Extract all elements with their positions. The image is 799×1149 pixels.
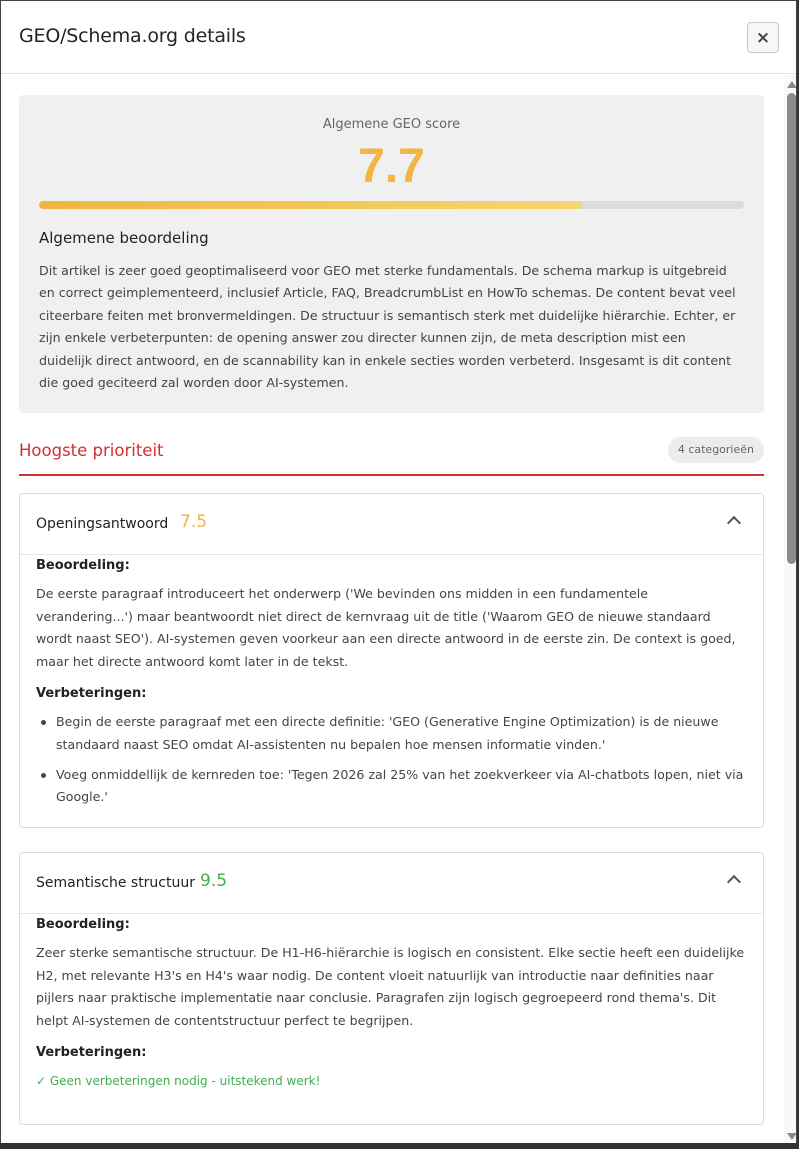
improvements-label: Verbeteringen: <box>36 1045 147 1061</box>
category-body <box>20 916 763 1088</box>
window-bottom-edge <box>0 1143 799 1149</box>
assessment-text: De eerste paragraaf introduceert het onderwerp ('We bevinden ons midden in een fundamentele verandering...') maar beantwoordt niet direct de kernvraag uit de title ('Waarom GEO de nieuwe standaard wordt naast SEO'). AI-systemen geven voorkeur aan een directe antwoord in de eerste zin. De context is goed, maar het directe antwoord komt later in de tekst. <box>36 586 736 669</box>
overall-assessment-title: Algemene beoordeling <box>39 229 209 247</box>
category-card-openingsantwoord <box>19 493 764 828</box>
category-header[interactable] <box>20 853 763 914</box>
overall-assessment-text: Dit artikel is zeer goed geoptimaliseerd voor GEO met sterke fundamentals. De schema markup is uitgebreid en correct geimplementeerd, inclusief Article, FAQ, BreadcrumbList en HowTo schemas. De content bevat veel citeerbare feiten met bronvermeldingen. De structuur is semantisch sterk met duidelijke hiërarchie. Echter, er zijn enkele verbeterpunten: de opening answer zou directer kunnen zijn, de meta description mist een duidelijk direct antwoord, en de scannability kan in enkele secties worden verbeterd. Insgesamt is dit content die goed geciteerd zal worden door AI-systemen. <box>39 263 736 391</box>
category-count-badge: 4 categorieën <box>668 437 764 463</box>
modal-title: GEO/Schema.org details <box>19 25 246 47</box>
close-button[interactable] <box>747 22 779 53</box>
priority-section-header <box>19 435 764 476</box>
category-name: Openingsantwoord <box>36 516 169 532</box>
no-improvements-message: ✓ Geen verbeteringen nodig - uitstekend werk! <box>36 1074 321 1089</box>
close-icon: × <box>755 27 771 48</box>
improvements-label: Verbeteringen: <box>36 686 147 702</box>
category-score: 7.5 <box>180 512 208 532</box>
assessment-label: Beoordeling: <box>36 917 130 932</box>
improvement-item: Begin de eerste paragraaf met een directe definitie: 'GEO (Generative Engine Optimization) is de nieuwe standaard naast SEO omdat AI-assistenten nu bepalen hoe mensen informatie vinden.' <box>56 711 747 756</box>
assessment-text: Zeer sterke semantische structuur. De H1-H6-hiërarchie is logisch en consistent. Elke sectie heeft een duidelijke H2, met relevante H3's en H4's waar nodig. De content vloeit natuurlijk van introductie naar definities naar pijlers naar praktische implementatie naar conclusie. Paragrafen zijn logisch gegroepeerd rond thema's. Dit helpt AI-systemen de contentstructuur perfect te begrijpen. <box>36 945 745 1028</box>
scroll-down-arrow-icon[interactable] <box>787 1133 797 1140</box>
chevron-up-icon[interactable] <box>727 516 741 530</box>
overall-score-panel <box>19 95 764 413</box>
chevron-up-icon[interactable] <box>727 875 741 889</box>
score-progress-bar <box>39 201 744 209</box>
category-header[interactable] <box>20 494 763 555</box>
overall-score-label: Algemene GEO score <box>322 117 461 132</box>
score-progress-fill <box>39 201 582 209</box>
scrollbar-thumb[interactable] <box>787 93 796 564</box>
category-card-semantische-structuur <box>19 852 764 1125</box>
modal-header <box>1 1 796 74</box>
scroll-up-arrow-icon[interactable] <box>787 81 797 88</box>
scrollbar[interactable] <box>784 75 797 1143</box>
modal-body <box>1 75 784 1143</box>
improvements-list <box>36 711 747 808</box>
improvement-item: Voeg onmiddellijk de kernreden toe: 'Tegen 2026 zal 25% van het zoekverkeer via AI-chatbots lopen, niet via Google.' <box>56 764 747 809</box>
assessment-label: Beoordeling: <box>36 558 130 573</box>
category-score: 9.5 <box>200 871 228 891</box>
category-name: Semantische structuur <box>36 875 195 891</box>
overall-score-value: 7.7 <box>358 140 425 193</box>
category-body <box>20 557 763 809</box>
priority-title: Hoogste prioriteit <box>19 441 164 460</box>
